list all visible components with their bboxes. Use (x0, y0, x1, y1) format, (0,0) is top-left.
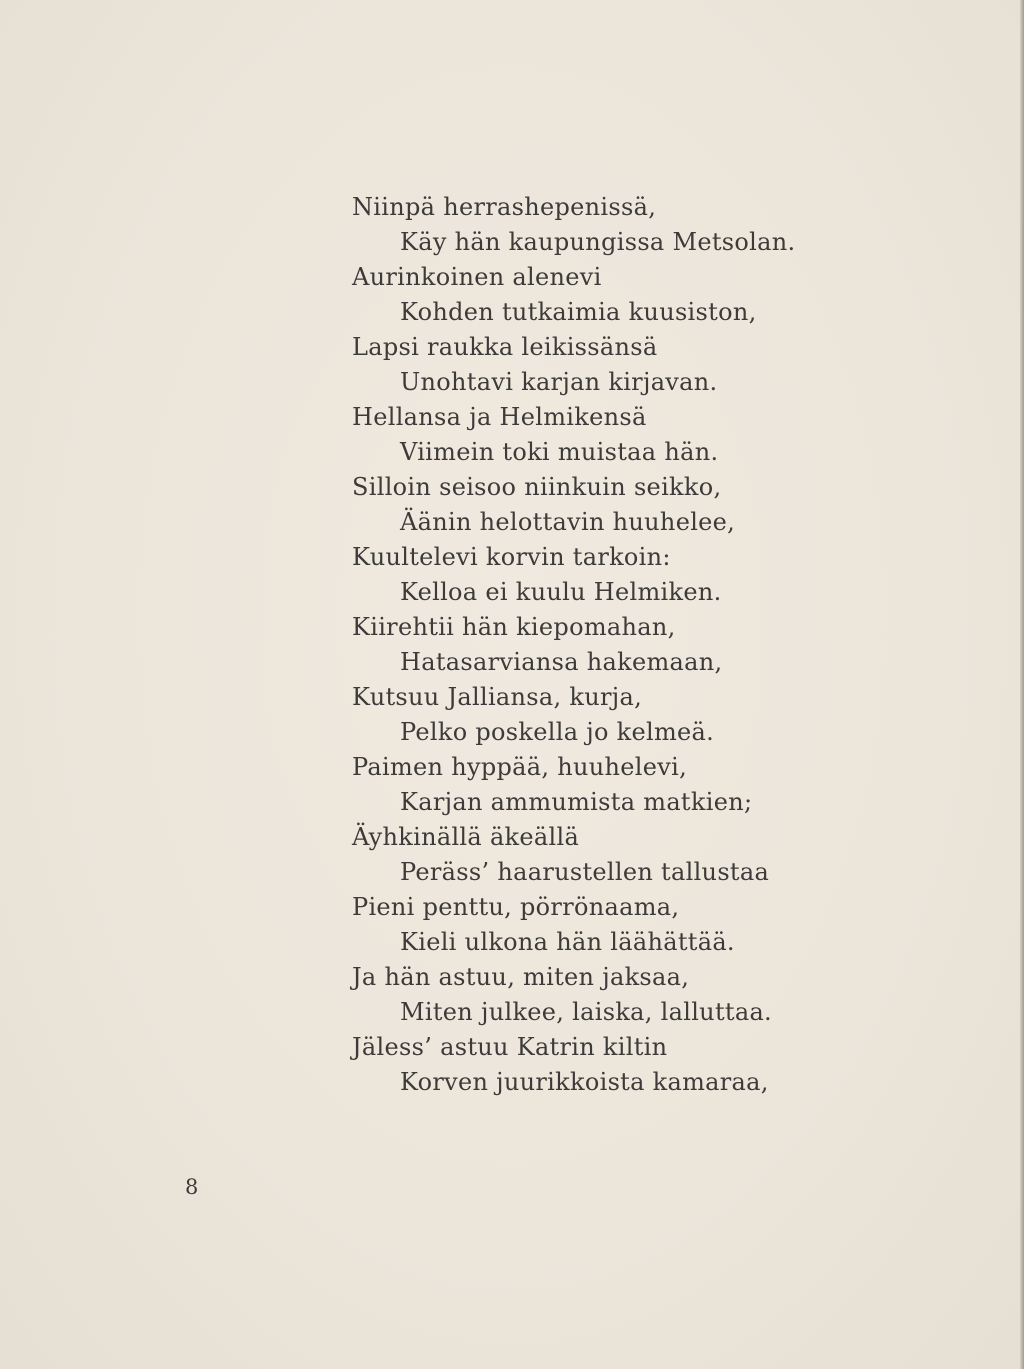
poem-line: Kohden tutkaimia kuusiston, (400, 298, 757, 326)
poem-line: Peräss’ haarustellen tallustaa (400, 858, 770, 886)
poem-line: Kiirehtii hän kiepomahan, (352, 613, 676, 641)
poem-line: Jäless’ astuu Katrin kiltin (352, 1033, 668, 1061)
poem-line: Äänin helottavin huuhelee, (400, 508, 736, 536)
poem-line: Hatasarviansa hakemaan, (400, 648, 723, 676)
poem-line: Kelloa ei kuulu Helmiken. (400, 578, 722, 606)
poem-line: Unohtavi karjan kirjavan. (400, 368, 718, 396)
page-edge-shadow (1020, 0, 1024, 1369)
poem-line: Hellansa ja Helmikensä (352, 403, 647, 431)
poem-line: Silloin seisoo niinkuin seikko, (352, 473, 722, 501)
poem-line: Käy hän kaupungissa Metsolan. (400, 228, 796, 256)
poem-line: Kieli ulkona hän läähättää. (400, 928, 735, 956)
poem-line: Karjan ammumista matkien; (400, 788, 753, 816)
poem-line: Pieni penttu, pörrönaama, (352, 893, 680, 921)
poem-line: Aurinkoinen alenevi (352, 263, 602, 291)
poem-line: Korven juurikkoista kamaraa, (400, 1068, 769, 1096)
poem-line: Paimen hyppää, huuhelevi, (352, 753, 687, 781)
poem-line: Kuultelevi korvin tarkoin: (352, 543, 671, 571)
poem-line: Niinpä herrashepenissä, (352, 193, 657, 221)
poem-line: Lapsi raukka leikissänsä (352, 333, 658, 361)
poem-line: Äyhkinällä äkeällä (352, 823, 580, 851)
poem-line: Pelko poskella jo kelmeä. (400, 718, 715, 746)
poem-line: Viimein toki muistaa hän. (400, 438, 719, 466)
page-number: 8 (185, 1175, 199, 1199)
poem-line: Ja hän astuu, miten jaksaa, (352, 963, 690, 991)
poem-line: Kutsuu Jalliansa, kurja, (352, 683, 643, 711)
poem-line: Miten julkee, laiska, lalluttaa. (400, 998, 772, 1026)
